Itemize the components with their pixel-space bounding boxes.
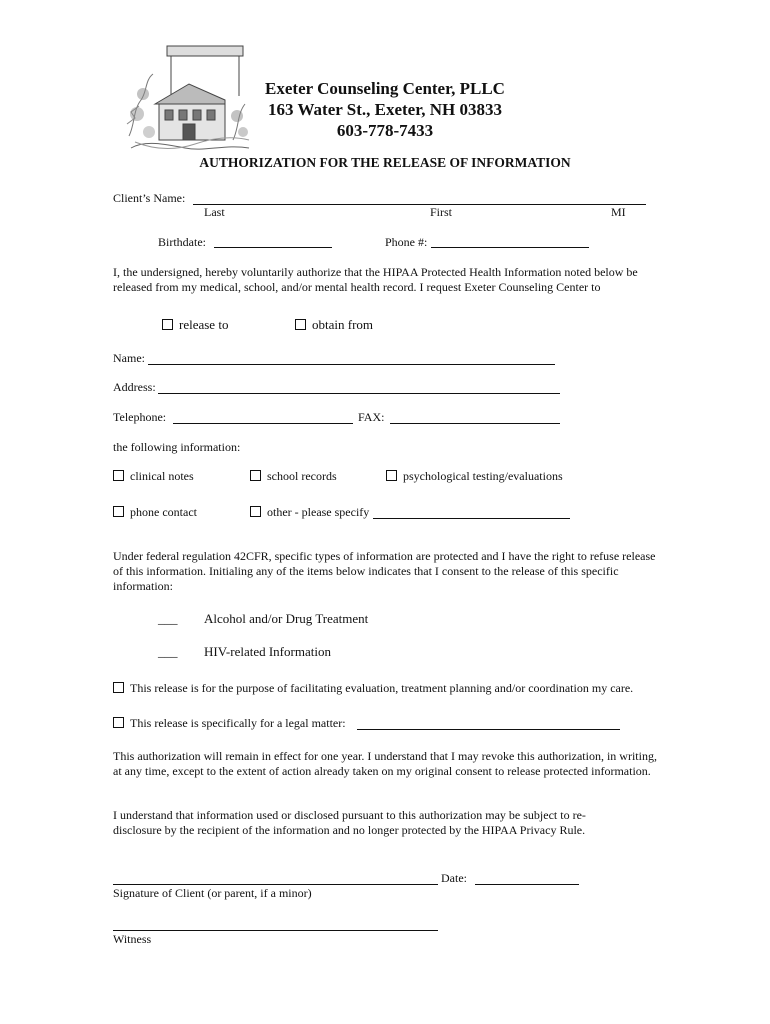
client-signature-label: Signature of Client (or parent, if a minor): [113, 886, 312, 900]
release-to-checkbox[interactable]: [162, 319, 173, 330]
alcohol-initial-field[interactable]: ___: [158, 611, 178, 626]
hiv-label: HIV-related Information: [204, 644, 331, 659]
clinical-notes-label: clinical notes: [130, 469, 194, 483]
purpose-legal-label: This release is specifically for a legal matter:: [130, 716, 346, 730]
purpose-evaluation-checkbox[interactable]: [113, 682, 124, 693]
obtain-from-label: obtain from: [312, 317, 374, 332]
alcohol-drug-label: Alcohol and/or Drug Treatment: [204, 611, 369, 626]
info-intro: the following information:: [113, 440, 241, 454]
school-records-label: school records: [267, 469, 337, 483]
witness-label: Witness: [113, 932, 152, 946]
recipient-name-field[interactable]: [148, 364, 555, 365]
school-records-checkbox[interactable]: [250, 470, 261, 481]
birthdate-label: Birthdate:: [158, 235, 206, 249]
org-name: Exeter Counseling Center, PLLC: [265, 79, 505, 98]
phone-contact-checkbox[interactable]: [113, 506, 124, 517]
date-field[interactable]: [475, 884, 579, 885]
recipient-telephone-field[interactable]: [173, 423, 353, 424]
legal-matter-field[interactable]: [357, 729, 620, 730]
recipient-fax-field[interactable]: [390, 423, 560, 424]
school-records-option[interactable]: [250, 469, 337, 484]
recipient-address-field[interactable]: [158, 393, 560, 394]
recipient-telephone-label: Telephone:: [113, 410, 167, 424]
phone-contact-label: phone contact: [130, 505, 197, 519]
other-label: other - please specify: [267, 505, 370, 519]
clinical-notes-checkbox[interactable]: [113, 470, 124, 481]
last-label: Last: [204, 205, 225, 219]
psych-testing-label: psychological testing/evaluations: [403, 469, 563, 483]
client-name-field[interactable]: [193, 204, 646, 205]
first-label: First: [430, 205, 453, 219]
purpose-evaluation-label: This release is for the purpose of facilitating evaluation, treatment planning and/or coordination my care.: [130, 681, 634, 695]
client-name-label: Client’s Name:: [113, 191, 186, 205]
building-logo-icon: [125, 44, 253, 156]
phone-field[interactable]: [431, 247, 589, 248]
release-to-option[interactable]: [162, 317, 228, 333]
redisclosure-text: I understand that information used or disclosed pursuant to this authorization may be subject to re-disclosure by the recipient of the information and no longer protected by the HIPAA Privacy Rule.: [113, 808, 586, 837]
other-specify-field[interactable]: [373, 518, 570, 519]
other-option[interactable]: [250, 505, 369, 520]
recipient-name-label: Name:: [113, 351, 145, 365]
org-phone: 603-778-7433: [336, 121, 434, 140]
phone-contact-option[interactable]: [113, 505, 197, 520]
obtain-from-option[interactable]: [295, 317, 373, 333]
recipient-address-label: Address:: [113, 380, 156, 394]
purpose-evaluation-option[interactable]: [113, 681, 633, 696]
purpose-legal-option[interactable]: [113, 716, 346, 731]
phone-label: Phone #:: [385, 235, 428, 249]
mi-label: MI: [611, 205, 626, 219]
authorization-text: I, the undersigned, hereby voluntarily authorize that the HIPAA Protected Health Information noted below be released from my medical, school, and/or mental health record. I request Exeter Counseling Center to: [113, 265, 638, 294]
birthdate-field[interactable]: [214, 247, 332, 248]
clinical-notes-option[interactable]: [113, 469, 194, 484]
psych-testing-checkbox[interactable]: [386, 470, 397, 481]
other-checkbox[interactable]: [250, 506, 261, 517]
release-to-label: release to: [179, 317, 229, 332]
psych-testing-option[interactable]: [386, 469, 563, 484]
purpose-legal-checkbox[interactable]: [113, 717, 124, 728]
federal-regulation-text: Under federal regulation 42CFR, specific types of information are protected and I have the right to refuse release of this information. Initialing any of the items below indicates that I consent to the release of this specific information:: [113, 549, 656, 593]
duration-text: This authorization will remain in effect for one year. I understand that I may revoke this authorization, in writing, at any time, except to the extent of action already taken on my original consent to release protected information.: [113, 749, 657, 778]
date-label: Date:: [441, 871, 467, 885]
form-title: AUTHORIZATION FOR THE RELEASE OF INFORMATION: [199, 155, 571, 170]
obtain-from-checkbox[interactable]: [295, 319, 306, 330]
hiv-initial-field[interactable]: ___: [158, 644, 178, 659]
client-signature-field[interactable]: [113, 884, 438, 885]
org-address: 163 Water St., Exeter, NH 03833: [268, 100, 502, 119]
recipient-fax-label: FAX:: [358, 410, 385, 424]
witness-signature-field[interactable]: [113, 930, 438, 931]
